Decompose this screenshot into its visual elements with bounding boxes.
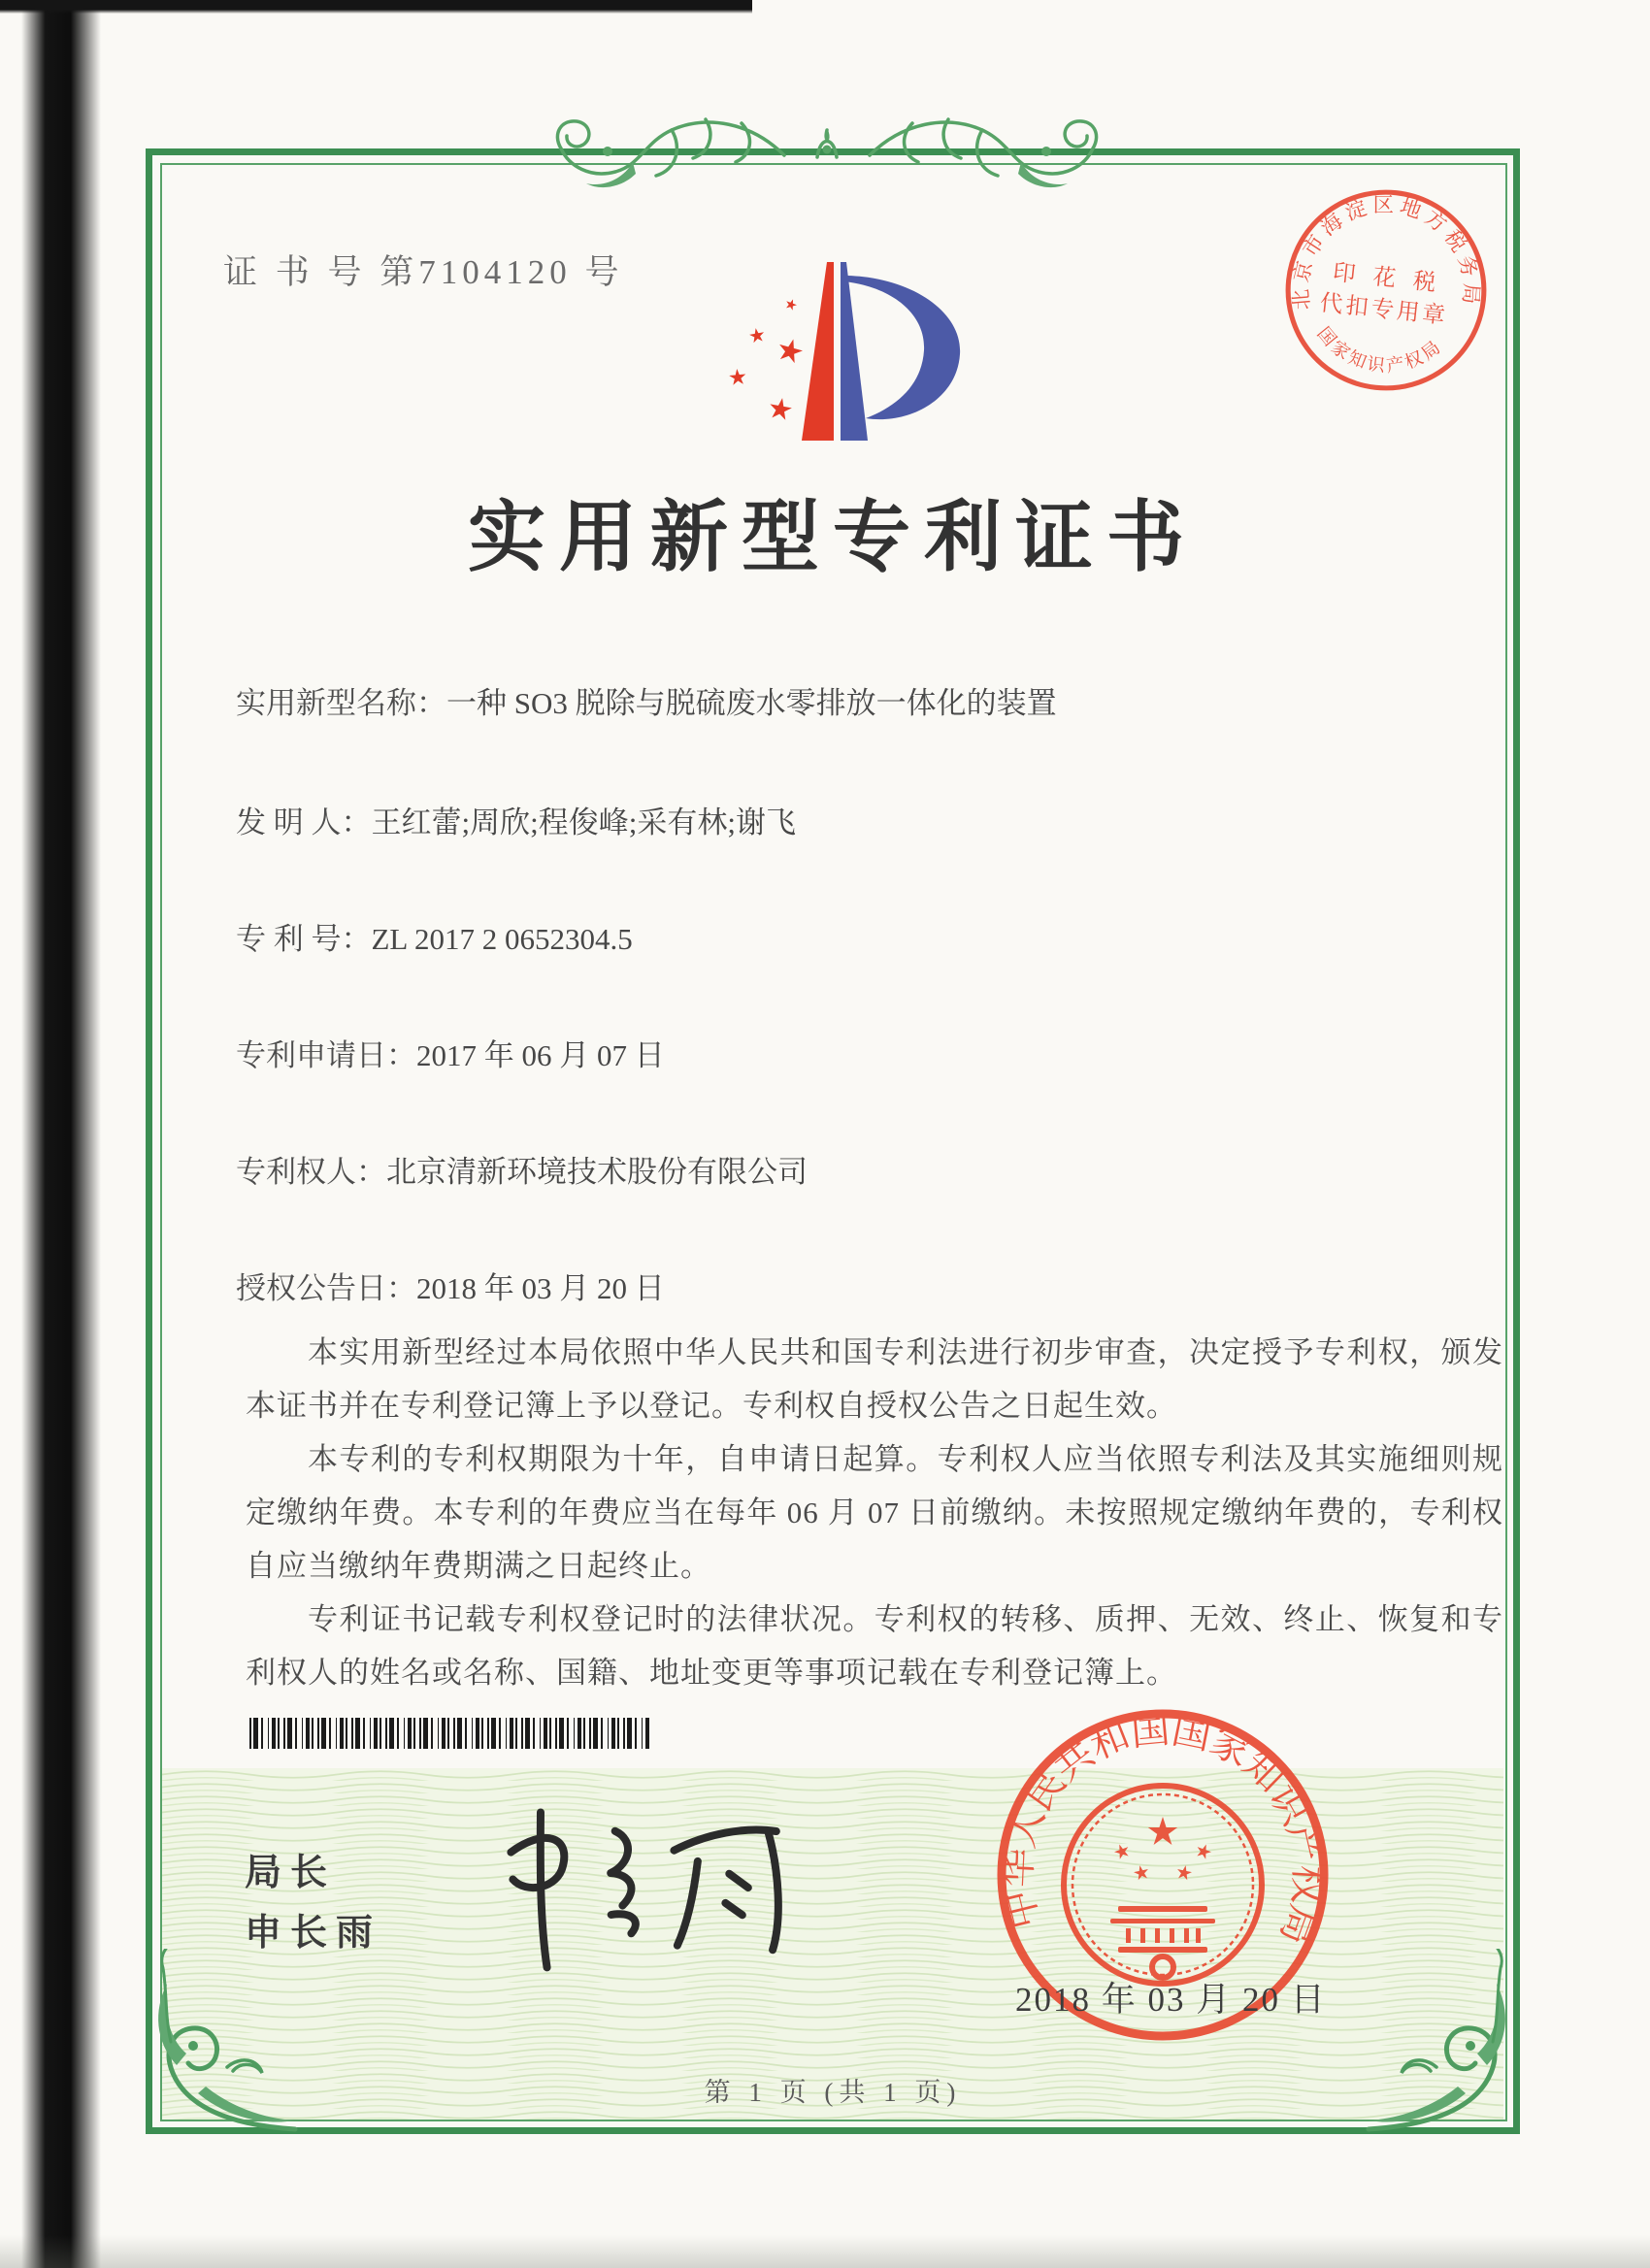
body-paragraph: 本实用新型经过本局依照中华人民共和国专利法进行初步审查，决定授予专利权，颁发本证书并在专利登记簿上予以登记。专利权自授权公告之日起生效。 — [246, 1335, 1503, 1423]
field-row-patentee — [236, 1147, 808, 1191]
page-footer: 第 1 页 (共 1 页) — [704, 2078, 962, 2107]
director-title: 局长 — [245, 1853, 337, 1893]
tax-stamp-line2: 代扣专用章 — [1318, 290, 1450, 330]
cnipa-logo — [718, 254, 961, 448]
field-value: 北京清新环境技术股份有限公司 — [386, 1155, 808, 1189]
field-row-inventors — [236, 798, 796, 841]
field-value: ZL 2017 2 0652304.5 — [371, 922, 633, 956]
field-label: 发 明 人： — [236, 805, 372, 839]
page-title: 实用新型专利证书 — [468, 496, 1198, 581]
field-label: 实用新型名称： — [236, 686, 446, 720]
seal-arc-text: 中华人民共和国国家知识产权局 — [995, 1707, 1331, 1951]
field-row-filing-date — [236, 1031, 665, 1074]
certificate-number: 证 书 号 第7104120 号 — [223, 253, 624, 291]
body-paragraph: 专利证书记载专利权登记时的法律状况。专利权的转移、质押、无效、终止、恢复和专利权人的姓名或名称、国籍、地址变更等事项记载在专利登记簿上。 — [246, 1602, 1503, 1690]
tax-stamp-line1: 印 花 税 — [1331, 260, 1443, 297]
barcode — [249, 1718, 649, 1749]
field-label: 专利权人： — [236, 1155, 386, 1189]
field-label: 授权公告日： — [236, 1271, 416, 1305]
certificate-body — [246, 1326, 1503, 1699]
dragon-ornament — [540, 93, 1114, 200]
field-row-name — [236, 678, 1057, 722]
field-value: 王红蕾;周欣;程俊峰;采有林;谢飞 — [371, 805, 796, 839]
tax-stamp — [1270, 175, 1501, 405]
tax-stamp-top-arc: 北京市海淀区地方税务局 — [1288, 193, 1484, 312]
director-signature — [451, 1791, 827, 1997]
tax-stamp-bottom-arc: 国家知识产权局 — [1313, 323, 1446, 377]
seal-date: 2018 年 03 月 20 日 — [1015, 1981, 1327, 2019]
field-label: 专 利 号： — [236, 922, 372, 956]
scanner-edge-shadow-top — [0, 0, 752, 14]
field-row-patent-no — [236, 914, 633, 958]
body-paragraph: 本专利的专利权期限为十年，自申请日起算。专利权人应当依照专利法及其实施细则规定缴纳年费。本专利的年费应当在每年 06 月 07 日前缴纳。未按照规定缴纳年费的，专利权自应当缴纳年费期满之日起终止。 — [246, 1442, 1503, 1583]
field-label: 专利申请日： — [236, 1038, 416, 1072]
field-row-grant-date — [236, 1264, 665, 1307]
scanner-edge-shadow-bottom — [0, 2235, 1650, 2268]
field-value: 2017 年 06 月 07 日 — [416, 1038, 665, 1072]
field-value: 一种 SO3 脱除与脱硫废水零排放一体化的装置 — [446, 686, 1057, 720]
scanner-edge-shadow-left — [21, 0, 101, 2268]
director-name: 申长雨 — [245, 1913, 382, 1954]
field-value: 2018 年 03 月 20 日 — [416, 1271, 665, 1305]
